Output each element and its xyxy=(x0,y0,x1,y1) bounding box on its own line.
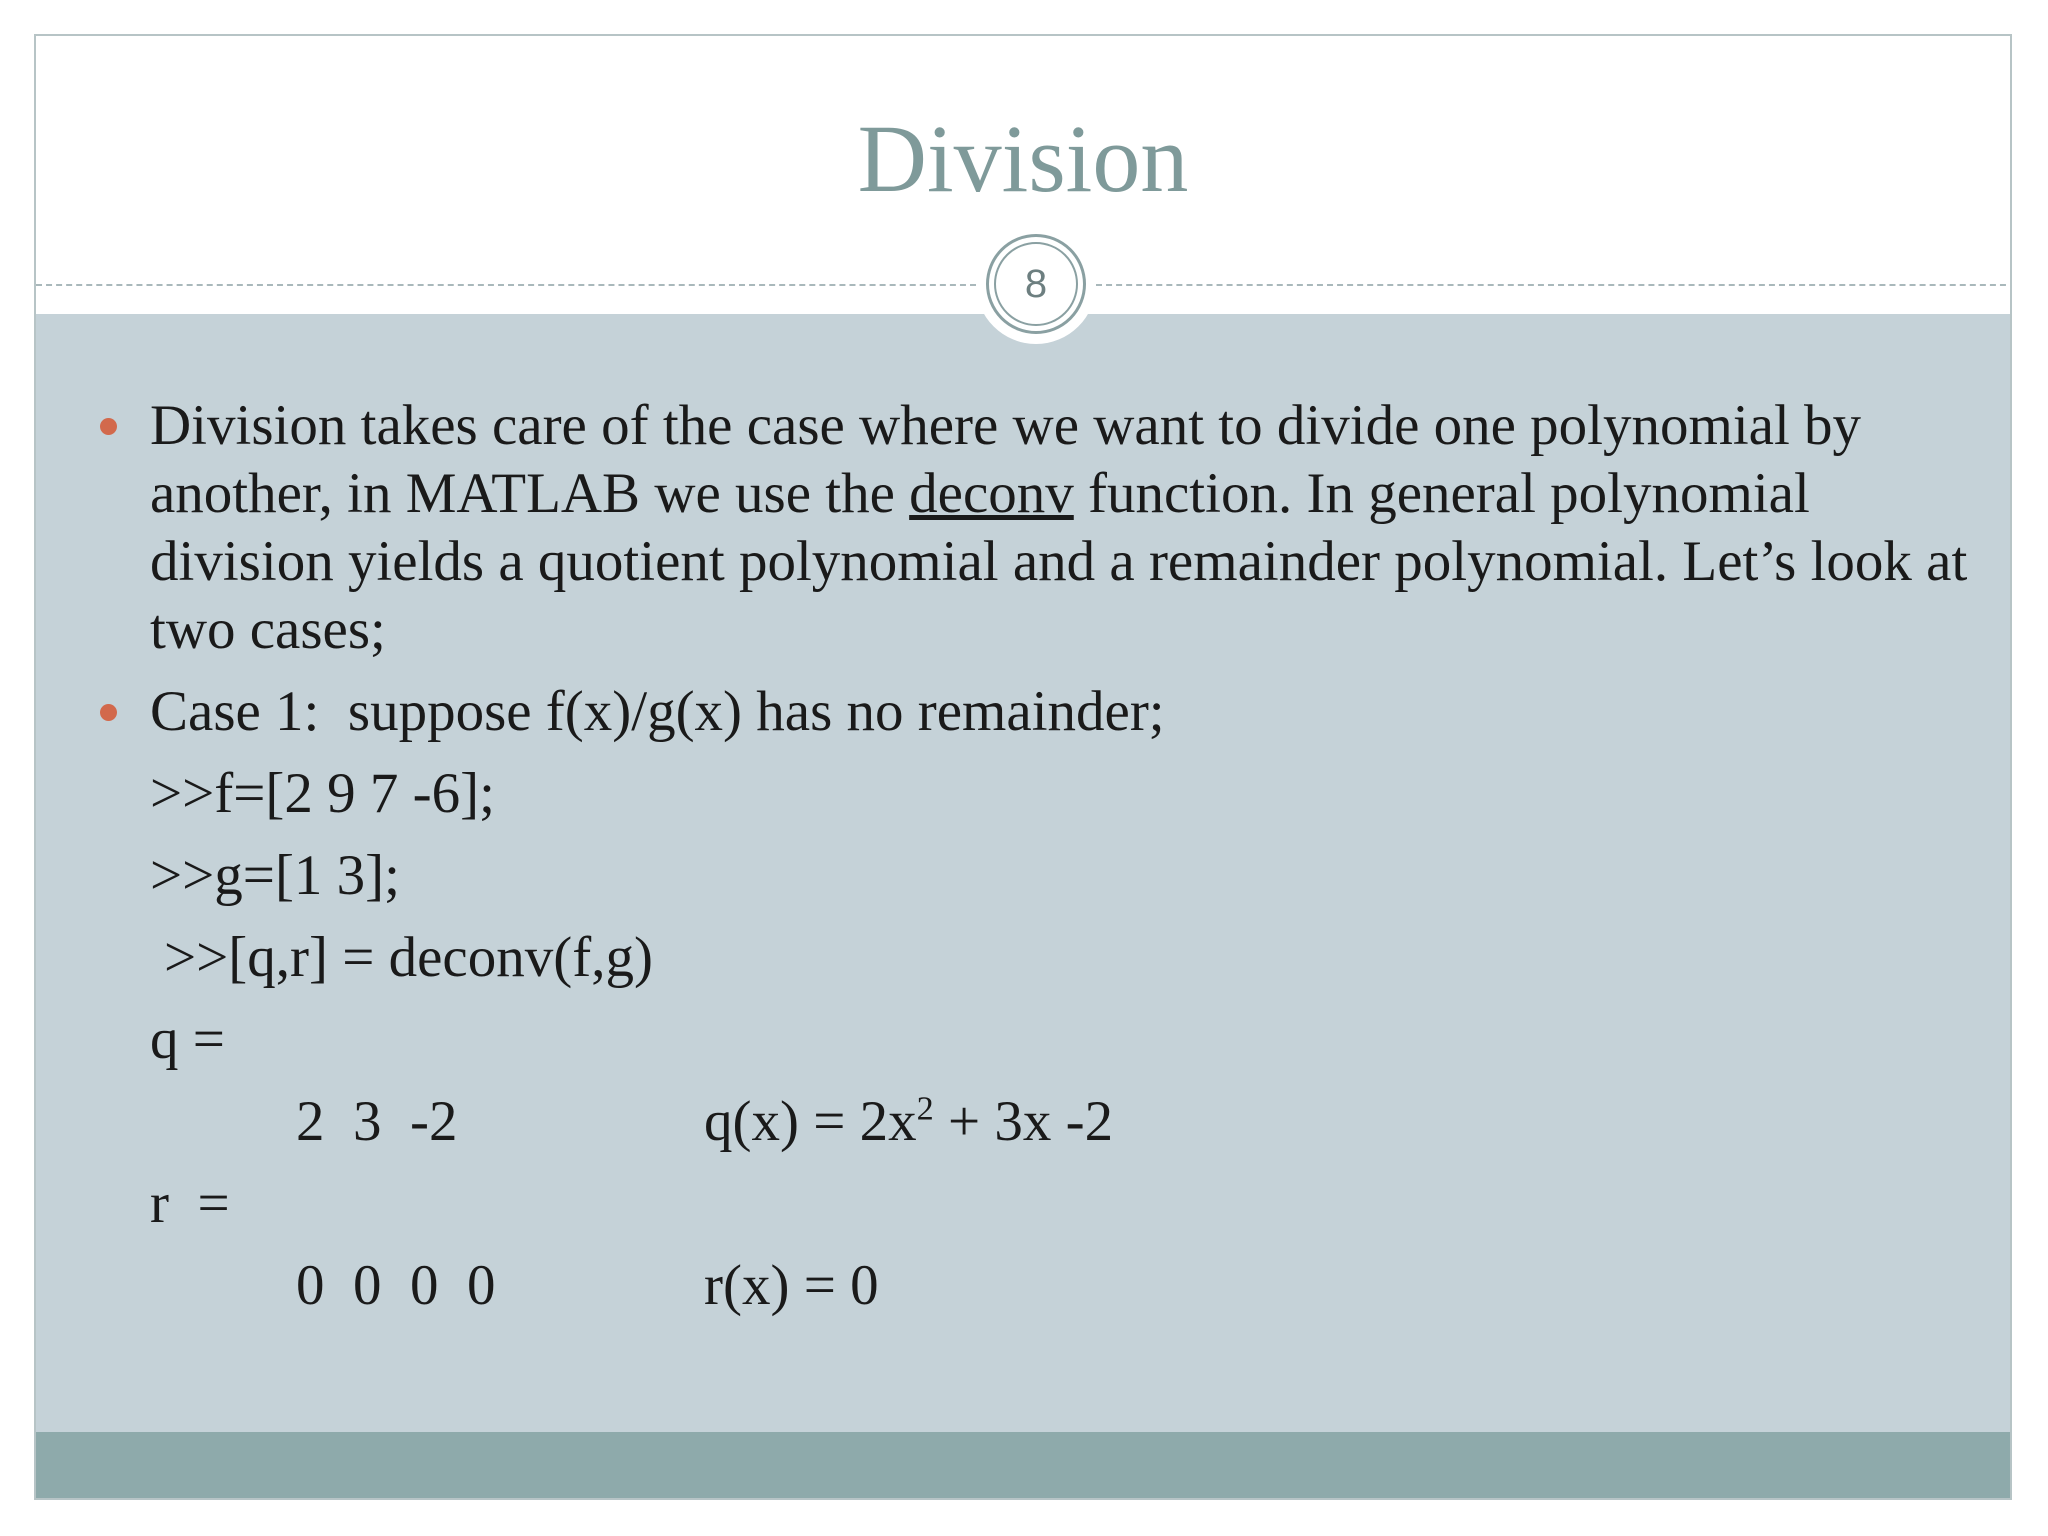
bullet1-text-start: Division takes care of the case where we want to divide one polynomial by another, in MATLAB we use the xyxy=(150,394,1862,525)
deconv-keyword: deconv xyxy=(909,462,1074,525)
footer-band xyxy=(36,1432,2010,1500)
slide-title: Division xyxy=(857,105,1189,212)
code-line-deconv: >>[q,r] = deconv(f,g) xyxy=(164,926,653,989)
code-line-g: >>g=[1 3]; xyxy=(150,844,400,907)
q-label: q = xyxy=(150,1008,225,1071)
header-divider-right xyxy=(1096,284,2012,286)
page-number-badge xyxy=(976,224,1096,344)
header-divider-left xyxy=(36,284,976,286)
r-values: 0 0 0 0 xyxy=(296,1254,496,1317)
q-poly-prefix: q(x) = 2x xyxy=(704,1090,917,1153)
bullet1-text-end: function. In general polynomial division yields a quotient polynomial and a remainder polynomial. Let’s look at two cases; xyxy=(150,462,1968,661)
q-polynomial xyxy=(704,1088,1113,1156)
q-poly-exponent: 2 xyxy=(916,1090,934,1128)
bullet-dot-icon xyxy=(100,704,117,721)
page-number: 8 xyxy=(994,242,1078,326)
r-polynomial: r(x) = 0 xyxy=(704,1254,879,1317)
bullet-dot-icon xyxy=(100,418,117,435)
bullet-paragraph-1 xyxy=(150,392,1970,664)
slide xyxy=(34,34,2012,1500)
q-poly-suffix: + 3x -2 xyxy=(933,1090,1114,1153)
code-line-f: >>f=[2 9 7 -6]; xyxy=(150,762,495,825)
bullet-paragraph-2: Case 1: suppose f(x)/g(x) has no remainder; xyxy=(150,680,1165,743)
slide-body xyxy=(36,314,2010,1468)
r-label: r = xyxy=(150,1172,230,1235)
q-values: 2 3 -2 xyxy=(296,1090,458,1153)
